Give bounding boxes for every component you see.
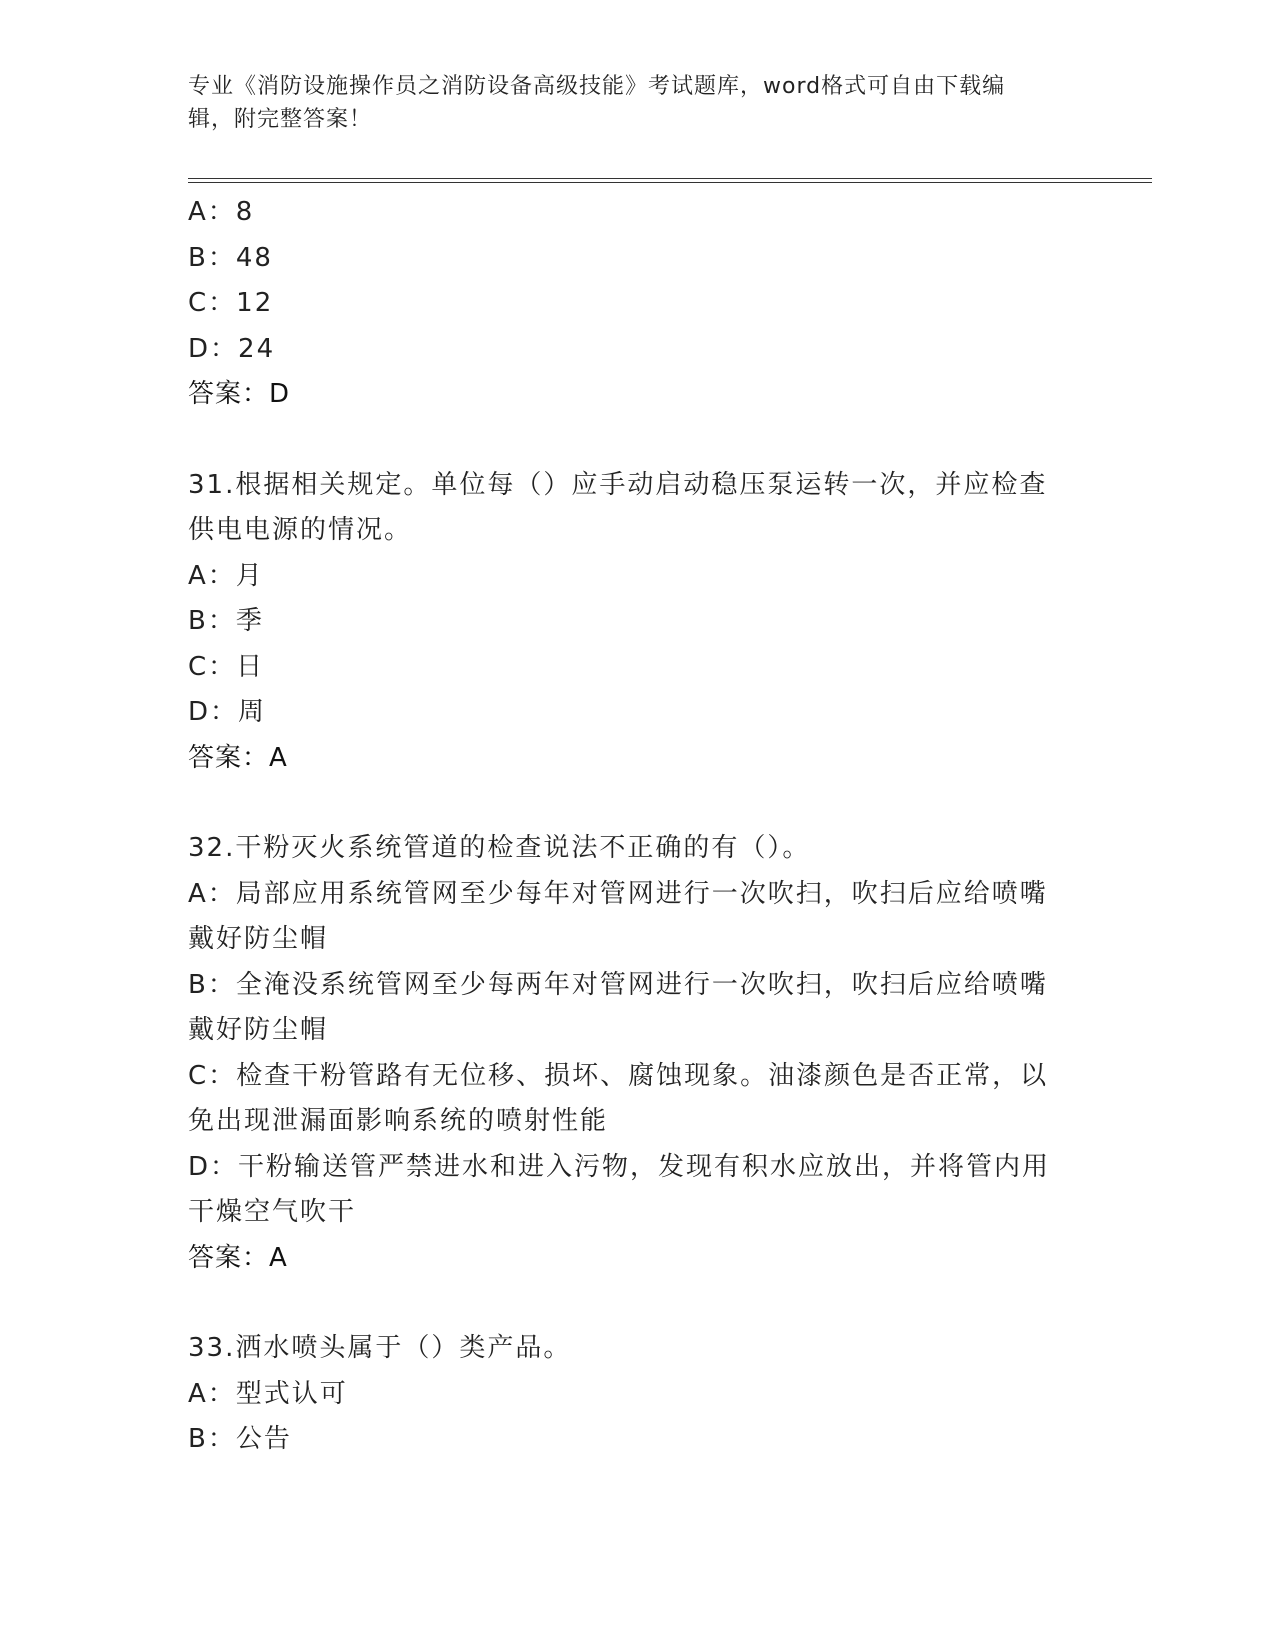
question-31 xyxy=(188,463,1088,782)
option-a-continued: 戴好防尘帽 xyxy=(188,924,329,954)
question-32 xyxy=(188,826,1088,1281)
option-b: B：季 xyxy=(188,606,264,636)
option-c: C：12 xyxy=(188,288,274,318)
option-c: C：检查干粉管路有无位移、损坏、腐蚀现象。油漆颜色是否正常，以 xyxy=(188,1060,1049,1091)
option-d: D：干粉输送管严禁进水和进入污物，发现有积水应放出，并将管内用 xyxy=(188,1151,1051,1182)
header-line: 辑，附完整答案！ xyxy=(188,107,373,132)
answer: 答案：A xyxy=(188,1242,288,1273)
question-list xyxy=(188,190,1088,1463)
option-b: B：全淹没系统管网至少每两年对管网进行一次吹扫，吹扫后应给喷嘴 xyxy=(188,969,1048,1000)
header-line: 专业《消防设施操作员之消防设备高级技能》考试题库，word格式可自由下载编 xyxy=(188,74,1006,99)
option-b: B：公告 xyxy=(188,1424,292,1454)
option-a: A：型式认可 xyxy=(188,1378,348,1409)
header-divider xyxy=(188,182,1152,183)
option-d-continued: 干燥空气吹干 xyxy=(188,1197,357,1227)
header-divider xyxy=(188,178,1152,179)
question-33 xyxy=(188,1326,1088,1463)
question-stem: 33.洒水喷头属于（）类产品。 xyxy=(188,1333,572,1363)
option-a: A：月 xyxy=(188,560,264,591)
question-stem: 32.干粉灭火系统管道的检查说法不正确的有（）。 xyxy=(188,833,811,863)
option-a: A：局部应用系统管网至少每年对管网进行一次吹扫，吹扫后应给喷嘴 xyxy=(188,878,1048,909)
option-d: D：周 xyxy=(188,697,267,727)
answer: 答案：A xyxy=(188,742,288,773)
option-c-continued: 免出现泄漏面影响系统的喷射性能 xyxy=(188,1106,609,1136)
option-c: C：日 xyxy=(188,651,265,682)
question-stem: 31.根据相关规定。单位每（）应手动启动稳压泵运转一次，并应检查 xyxy=(188,469,1048,500)
answer: 答案：D xyxy=(188,379,291,409)
document-header xyxy=(188,70,1088,136)
option-b-continued: 戴好防尘帽 xyxy=(188,1015,329,1045)
question-stem: 供电电源的情况。 xyxy=(188,515,413,545)
question-30 xyxy=(188,190,1088,418)
option-d: D：24 xyxy=(188,333,276,364)
option-a: A：8 xyxy=(188,197,255,227)
option-b: B：48 xyxy=(188,242,273,273)
